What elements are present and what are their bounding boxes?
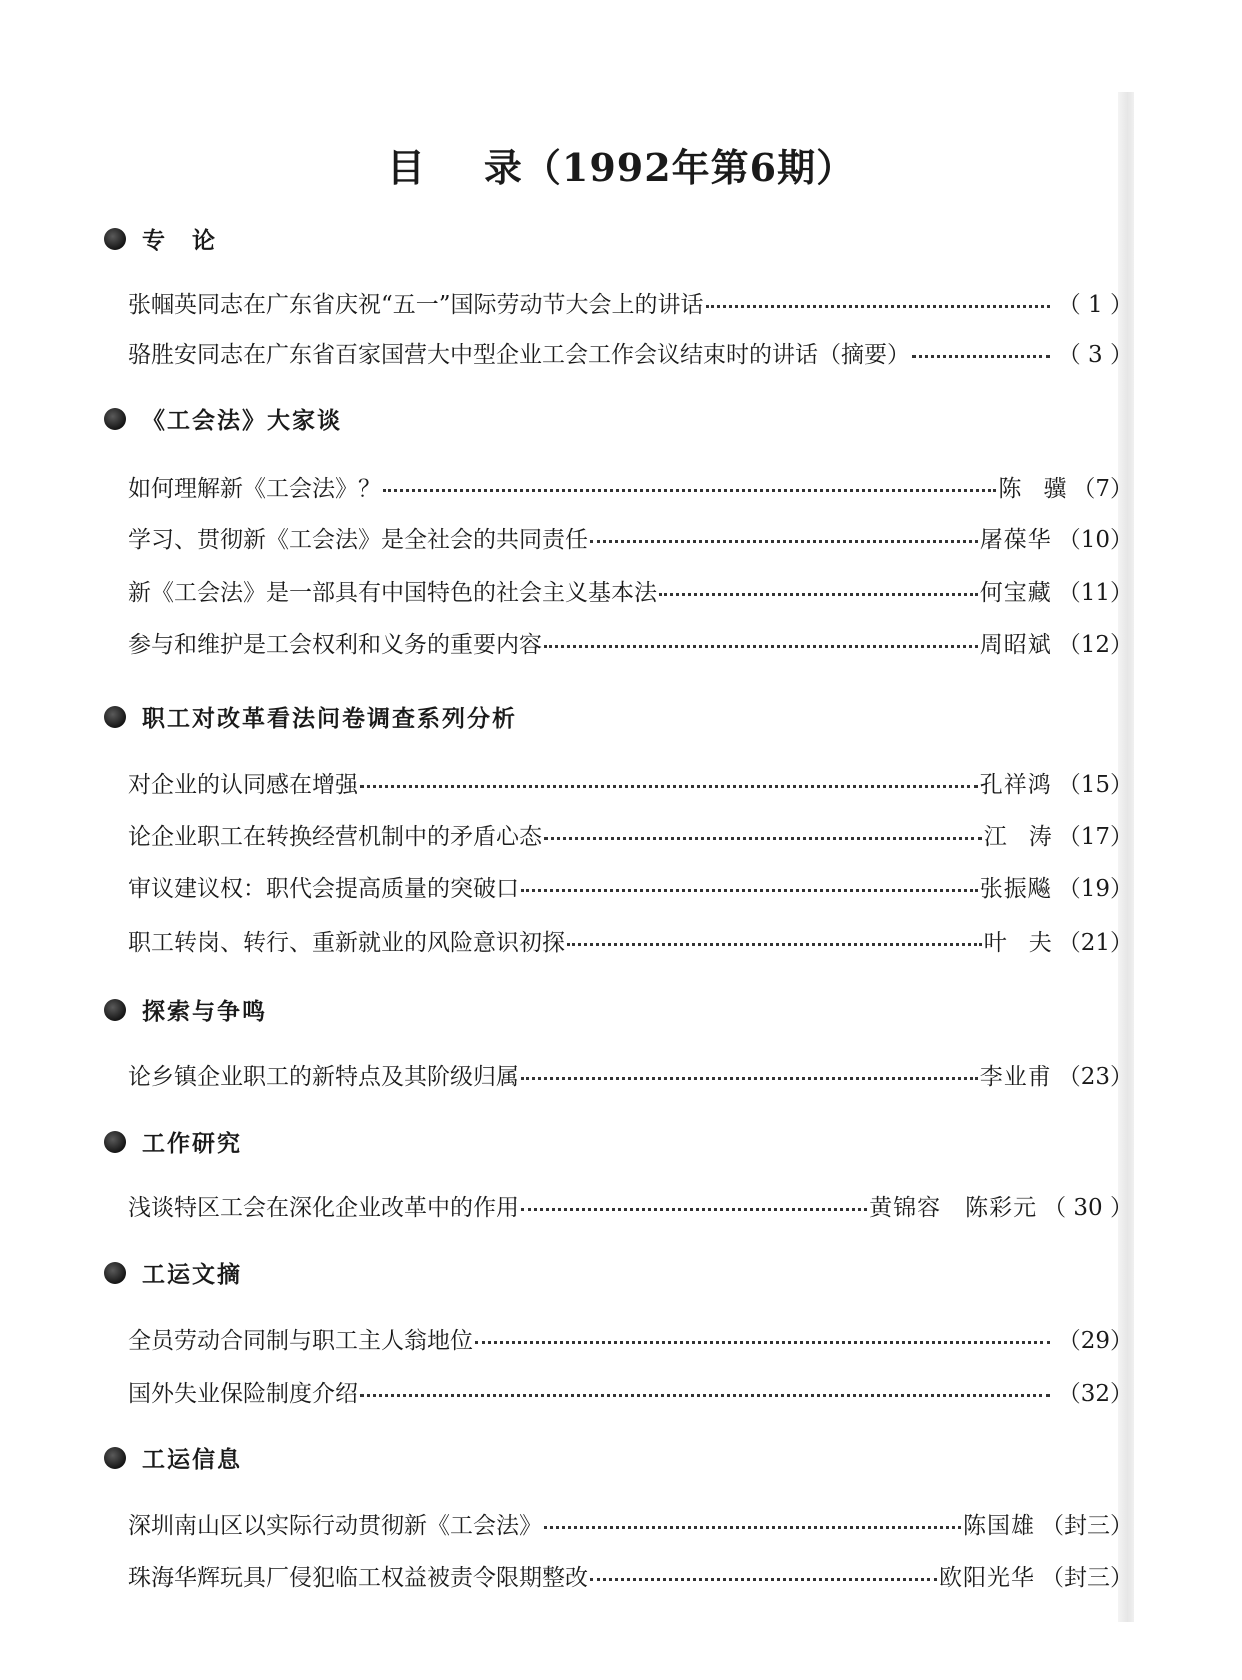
section-title: 探索与争鸣	[142, 999, 267, 1025]
bullet-icon	[104, 706, 126, 728]
page-title	[0, 137, 1242, 192]
leader-dots	[544, 1526, 961, 1529]
entry-page: （12）	[1057, 632, 1133, 658]
toc-entry[interactable]	[128, 626, 1133, 659]
toc-entry[interactable]	[128, 1507, 1133, 1540]
section-header	[104, 402, 342, 435]
entry-title: 国外失业保险制度介绍	[128, 1381, 358, 1407]
leader-dots	[521, 1208, 867, 1211]
title-main: 目	[386, 145, 426, 191]
entry-page: （10）	[1057, 527, 1133, 553]
entry-author: 江涛	[983, 824, 1074, 850]
toc-entry[interactable]	[128, 766, 1133, 799]
toc-entry[interactable]	[128, 574, 1133, 607]
toc-entry[interactable]	[128, 1559, 1133, 1592]
entry-page: （15）	[1057, 772, 1133, 798]
section-title: 《工会法》大家谈	[142, 408, 342, 434]
entry-title: 参与和维护是工会权利和义务的重要内容	[128, 632, 542, 658]
toc-entry[interactable]	[128, 924, 1133, 957]
title-issue: 录（1992年第6期）	[483, 145, 856, 191]
entry-author: 何宝藏	[979, 580, 1052, 606]
entry-title: 职工转岗、转行、重新就业的风险意识初探	[128, 930, 565, 956]
entry-author: 欧阳光华	[939, 1565, 1035, 1591]
entry-author: 李业甫	[979, 1064, 1052, 1090]
entry-title: 如何理解新《工会法》？	[128, 476, 381, 502]
entry-author: 叶夫	[983, 930, 1074, 956]
section-header	[104, 993, 267, 1026]
toc-entry[interactable]	[128, 521, 1133, 554]
leader-dots	[383, 489, 996, 492]
leader-dots	[590, 540, 978, 543]
entry-title: 新《工会法》是一部具有中国特色的社会主义基本法	[128, 580, 657, 606]
entry-title: 对企业的认同感在增强	[128, 772, 358, 798]
entry-title: 论企业职工在转换经营机制中的矛盾心态	[128, 824, 542, 850]
entry-title: 张帼英同志在广东省庆祝“五一”国际劳动节大会上的讲话	[128, 292, 704, 318]
entry-page: （封三）	[1041, 1513, 1133, 1539]
leader-dots	[544, 645, 978, 648]
leader-dots	[912, 355, 1050, 358]
entry-page: （17）	[1057, 824, 1133, 850]
leader-dots	[360, 785, 978, 788]
entry-author: 周昭斌	[979, 632, 1052, 658]
leader-dots	[475, 1341, 1050, 1344]
leader-dots	[706, 305, 1050, 308]
bullet-icon	[104, 228, 126, 250]
entry-title: 全员劳动合同制与职工主人翁地位	[128, 1328, 473, 1354]
entry-author: 陈国雄	[963, 1513, 1035, 1539]
section-header	[104, 1125, 242, 1158]
section-title: 专 论	[142, 228, 217, 254]
leader-dots	[360, 1394, 1050, 1397]
entry-page: （21）	[1057, 930, 1133, 956]
entry-page: （32）	[1057, 1381, 1133, 1407]
toc-entry[interactable]	[128, 818, 1133, 851]
entry-title: 浅谈特区工会在深化企业改革中的作用	[128, 1195, 519, 1221]
section-title: 职工对改革看法问卷调查系列分析	[142, 706, 517, 732]
entry-page: （ 3 ）	[1057, 342, 1133, 368]
entry-title: 论乡镇企业职工的新特点及其阶级归属	[128, 1064, 519, 1090]
section-header	[104, 700, 517, 733]
toc-entry[interactable]	[128, 870, 1133, 903]
leader-dots	[521, 889, 978, 892]
toc-entry[interactable]	[128, 286, 1133, 319]
entry-author: 黄锦容 陈彩元	[869, 1195, 1038, 1221]
entry-title: 骆胜安同志在广东省百家国营大中型企业工会工作会议结束时的讲话（摘要）	[128, 342, 910, 368]
section-title: 工运信息	[142, 1447, 242, 1473]
leader-dots	[659, 593, 978, 596]
toc-entry[interactable]	[128, 1189, 1133, 1222]
leader-dots	[544, 837, 982, 840]
entry-page: （11）	[1057, 580, 1133, 606]
entry-author: 张振飚	[979, 876, 1052, 902]
bullet-icon	[104, 408, 126, 430]
entry-title: 深圳南山区以实际行动贯彻新《工会法》	[128, 1513, 542, 1539]
entry-title: 学习、贯彻新《工会法》是全社会的共同责任	[128, 527, 588, 553]
entry-author: 屠葆华	[979, 527, 1052, 553]
entry-page: （23）	[1057, 1064, 1133, 1090]
section-header	[104, 222, 217, 255]
leader-dots	[521, 1077, 978, 1080]
entry-page: （ 1 ）	[1057, 292, 1133, 318]
bullet-icon	[104, 1262, 126, 1284]
bullet-icon	[104, 1131, 126, 1153]
entry-page: （封三）	[1041, 1565, 1133, 1591]
bullet-icon	[104, 999, 126, 1021]
section-header	[104, 1441, 242, 1474]
section-header	[104, 1256, 242, 1289]
entry-page: （7）	[1072, 476, 1133, 502]
toc-entry[interactable]	[128, 1375, 1133, 1408]
section-title: 工作研究	[142, 1131, 242, 1157]
entry-title: 审议建议权：职代会提高质量的突破口	[128, 876, 519, 902]
toc-entry[interactable]	[128, 470, 1133, 503]
toc-entry[interactable]	[128, 336, 1133, 369]
section-title: 工运文摘	[142, 1262, 242, 1288]
leader-dots	[567, 943, 982, 946]
leader-dots	[590, 1578, 937, 1581]
bullet-icon	[104, 1447, 126, 1469]
entry-page: （29）	[1057, 1328, 1133, 1354]
entry-page: （ 30 ）	[1043, 1195, 1133, 1221]
entry-page: （19）	[1057, 876, 1133, 902]
toc-entry[interactable]	[128, 1322, 1133, 1355]
toc-entry[interactable]	[128, 1058, 1133, 1091]
entry-title: 珠海华辉玩具厂侵犯临工权益被责令限期整改	[128, 1565, 588, 1591]
entry-author: 孔祥鸿	[979, 772, 1052, 798]
entry-author: 陈骥	[998, 476, 1089, 502]
